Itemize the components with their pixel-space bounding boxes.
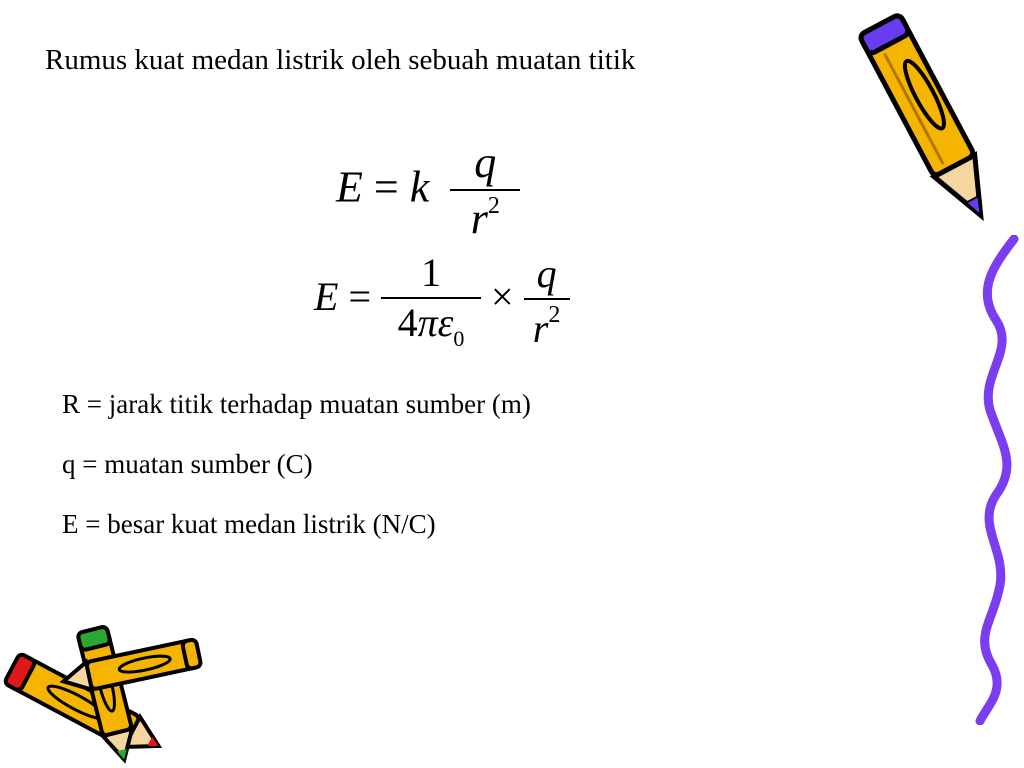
equation-coulomb-k xyxy=(336,140,520,242)
eq2-frac1-den-four: 4 xyxy=(397,300,418,345)
eq2-frac1-den-epsilon: ε xyxy=(437,300,454,345)
crossed-pencils-icon xyxy=(0,615,215,765)
equation-coulomb-epsilon xyxy=(314,252,570,350)
definition-e: E = besar kuat medan listrik (N/C) xyxy=(62,509,436,539)
eq2-times: × xyxy=(491,274,514,320)
eq1-coefficient: k xyxy=(409,162,430,212)
eq2-lhs: E xyxy=(314,274,339,320)
eq2-frac1-numerator: 1 xyxy=(421,250,441,295)
eq2-fraction-constant xyxy=(381,252,481,350)
definition-q: q = muatan sumber (C) xyxy=(62,449,313,479)
eq2-frac2-numerator: q xyxy=(536,250,557,296)
eq2-frac2-den-exponent: 2 xyxy=(548,301,561,328)
eq2-frac2-denominator xyxy=(533,303,561,350)
eq2-frac2-bar xyxy=(524,298,570,300)
definitions-list xyxy=(62,388,531,568)
eq1-den-exponent: 2 xyxy=(487,193,500,220)
squiggle-decoration xyxy=(966,235,1024,725)
eq2-frac2-den-base: r xyxy=(532,305,549,351)
definition-r: R = jarak titik terhadap muatan sumber (m) xyxy=(62,389,531,419)
eq1-equals: = xyxy=(373,162,399,212)
eq1-lhs: E xyxy=(336,162,363,212)
eq1-den-base: r xyxy=(470,194,488,244)
eq1-numerator: q xyxy=(474,138,497,187)
eq1-denominator xyxy=(471,194,500,242)
eq2-frac1-denominator xyxy=(398,302,465,350)
eq2-fraction-charge xyxy=(524,250,570,351)
eq1-fraction xyxy=(450,140,520,242)
eq2-equals: = xyxy=(348,274,371,320)
eq2-frac1-den-subscript: 0 xyxy=(453,326,465,351)
pencil-icon xyxy=(855,0,1005,250)
eq2-frac1-den-pi: π xyxy=(417,300,438,345)
slide-title: Rumus kuat medan listrik oleh sebuah muatan titik xyxy=(45,44,636,76)
eq2-frac1-bar xyxy=(381,297,481,299)
eq1-fraction-bar xyxy=(450,189,520,191)
